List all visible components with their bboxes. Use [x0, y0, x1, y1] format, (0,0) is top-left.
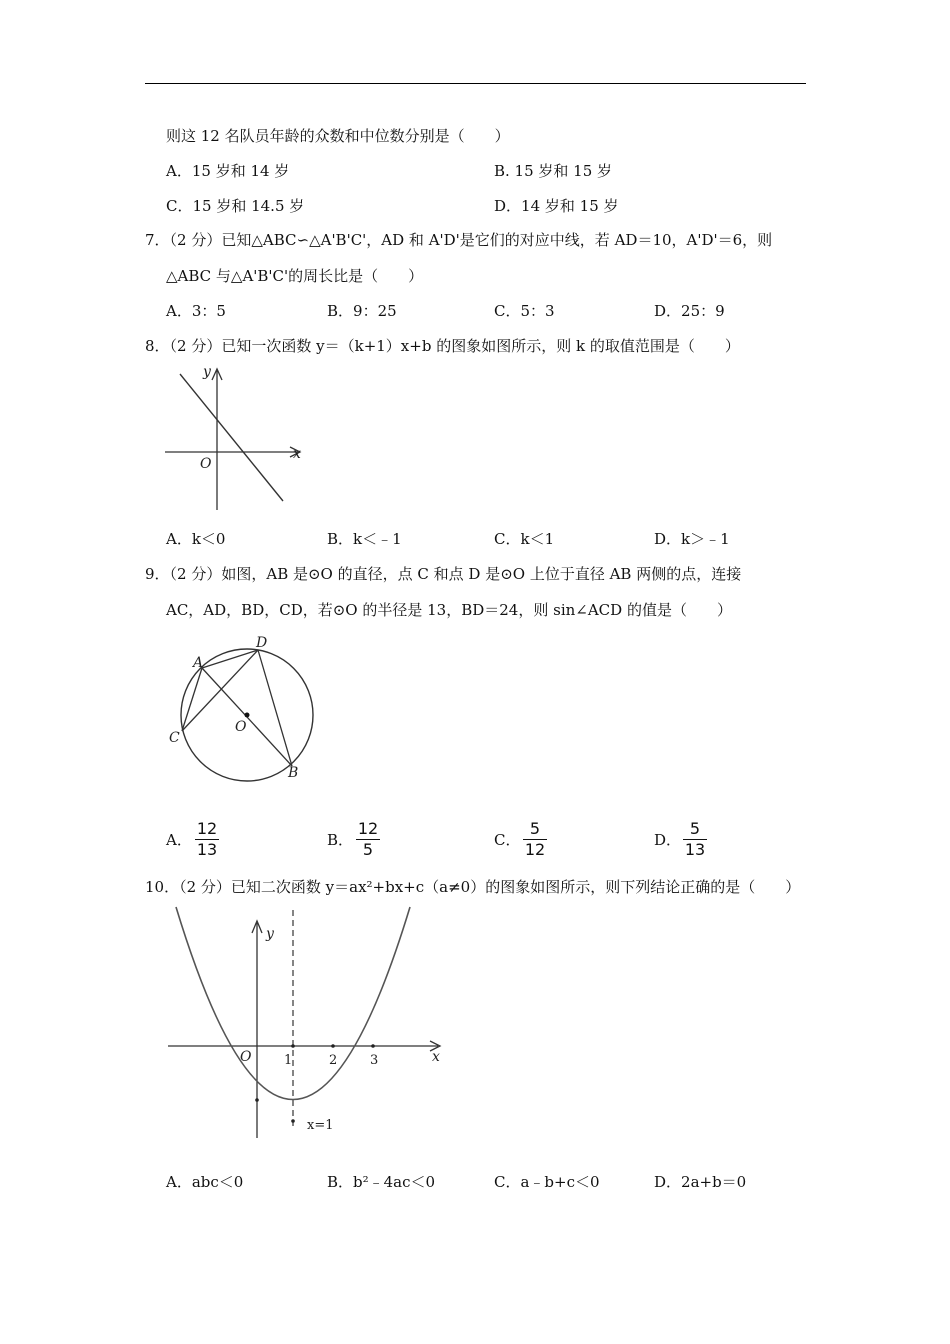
q10-y-label: y — [266, 926, 274, 942]
q10-option-b: B．b²﹣4ac＜0 — [327, 1173, 436, 1191]
q9-label-a: A — [193, 655, 204, 671]
q8-x-label: x — [293, 446, 301, 462]
q10-tick-label-2: 2 — [329, 1053, 338, 1068]
q9-option-a-fraction — [195, 820, 219, 859]
q9-stem-line2: AC，AD，BD，CD，若⊙O 的半径是 13，BD＝24，则 sin∠ACD 的值是（ ） — [166, 601, 732, 619]
q7-stem-line2: △ABC 与△A'B'C'的周长比是（ ） — [166, 267, 424, 285]
q10-option-a: A．abc＜0 — [166, 1173, 244, 1191]
q9-option-d-fraction — [683, 820, 707, 859]
q9-label-o: O — [235, 719, 247, 735]
q10-parabola-graph — [160, 905, 450, 1145]
q10-tick-1 — [291, 1044, 295, 1048]
q10-origin-label: O — [240, 1049, 252, 1065]
header-rule — [145, 83, 806, 84]
q8-linear-graph — [160, 360, 310, 515]
q6-option-c: C．15 岁和 14.5 岁 — [166, 197, 305, 215]
q8-option-d: D．k＞﹣1 — [654, 530, 730, 548]
q10-x-label: x — [432, 1049, 440, 1065]
q9-option-a-denominator: 13 — [196, 840, 218, 859]
q6-option-d: D．14 岁和 15 岁 — [494, 197, 619, 215]
q9-option-a-numerator: 12 — [196, 819, 218, 838]
q9-center-dot — [245, 713, 250, 718]
q10-axis-equation: x=1 — [307, 1118, 334, 1133]
q9-option-b-denominator: 5 — [362, 840, 374, 859]
q6-stem: 则这 12 名队员年龄的众数和中位数分别是（ ） — [166, 127, 510, 145]
q7-stem-line1: 7．（2 分）已知△ABC∽△A'B'C'，AD 和 A'D'是它们的对应中线，若 AD＝10，A'D'＝6，则 — [145, 231, 773, 249]
q8-option-c: C．k＜1 — [494, 530, 555, 548]
q9-stem-line1: 9．（2 分）如图，AB 是⊙O 的直径，点 C 和点 D 是⊙O 上位于直径 AB 两侧的点，连接 — [145, 565, 742, 583]
q10-tick-3 — [371, 1044, 375, 1048]
q6-option-a: A．15 岁和 14 岁 — [166, 162, 290, 180]
q8-option-a: A．k＜0 — [166, 530, 226, 548]
q10-option-d: D．2a+b＝0 — [654, 1173, 747, 1191]
q9-option-c-fraction — [523, 820, 547, 859]
q8-function-line — [180, 374, 283, 501]
q10-y-intercept-dot — [255, 1098, 259, 1102]
q9-option-c-denominator: 12 — [524, 840, 546, 859]
q9-option-c-label: C． — [494, 831, 521, 849]
q10-tick-label-3: 3 — [370, 1053, 379, 1068]
q7-option-d: D．25：9 — [654, 302, 725, 320]
q10-option-c: C．a﹣b+c＜0 — [494, 1173, 600, 1191]
q9-label-b: B — [288, 765, 299, 781]
q6-option-b: B. 15 岁和 15 岁 — [494, 162, 613, 180]
q9-option-b-fraction — [356, 820, 380, 859]
q7-option-b: B．9：25 — [327, 302, 397, 320]
q10-tick-label-1: 1 — [284, 1053, 293, 1068]
q9-option-d-denominator: 13 — [684, 840, 706, 859]
q9-option-d-label: D． — [654, 831, 682, 849]
q9-segment-bd — [258, 650, 292, 766]
q8-y-label: y — [203, 364, 211, 380]
q10-stem: 10．（2 分）已知二次函数 y＝ax²+bx+c（a≠0）的图象如图所示，则下列结论正确的是（ ） — [145, 878, 801, 896]
q7-option-a: A．3：5 — [166, 302, 226, 320]
q9-option-b-numerator: 12 — [357, 819, 379, 838]
q7-option-c: C．5：3 — [494, 302, 555, 320]
q9-option-a-label: A． — [166, 831, 192, 849]
q9-label-c: C — [169, 730, 180, 746]
q8-option-b: B．k＜﹣1 — [327, 530, 402, 548]
q10-vertex-dot — [291, 1119, 295, 1123]
q9-label-d: D — [256, 635, 268, 651]
q8-origin-label: O — [200, 456, 212, 472]
q10-tick-2 — [331, 1044, 335, 1048]
q8-stem: 8．（2 分）已知一次函数 y＝（k+1）x+b 的图象如图所示，则 k 的取值范围是（ ） — [145, 337, 740, 355]
q9-option-d-numerator: 5 — [689, 819, 701, 838]
q9-option-b-label: B． — [327, 831, 354, 849]
q9-circle-figure — [160, 630, 340, 810]
q9-option-c-numerator: 5 — [529, 819, 541, 838]
